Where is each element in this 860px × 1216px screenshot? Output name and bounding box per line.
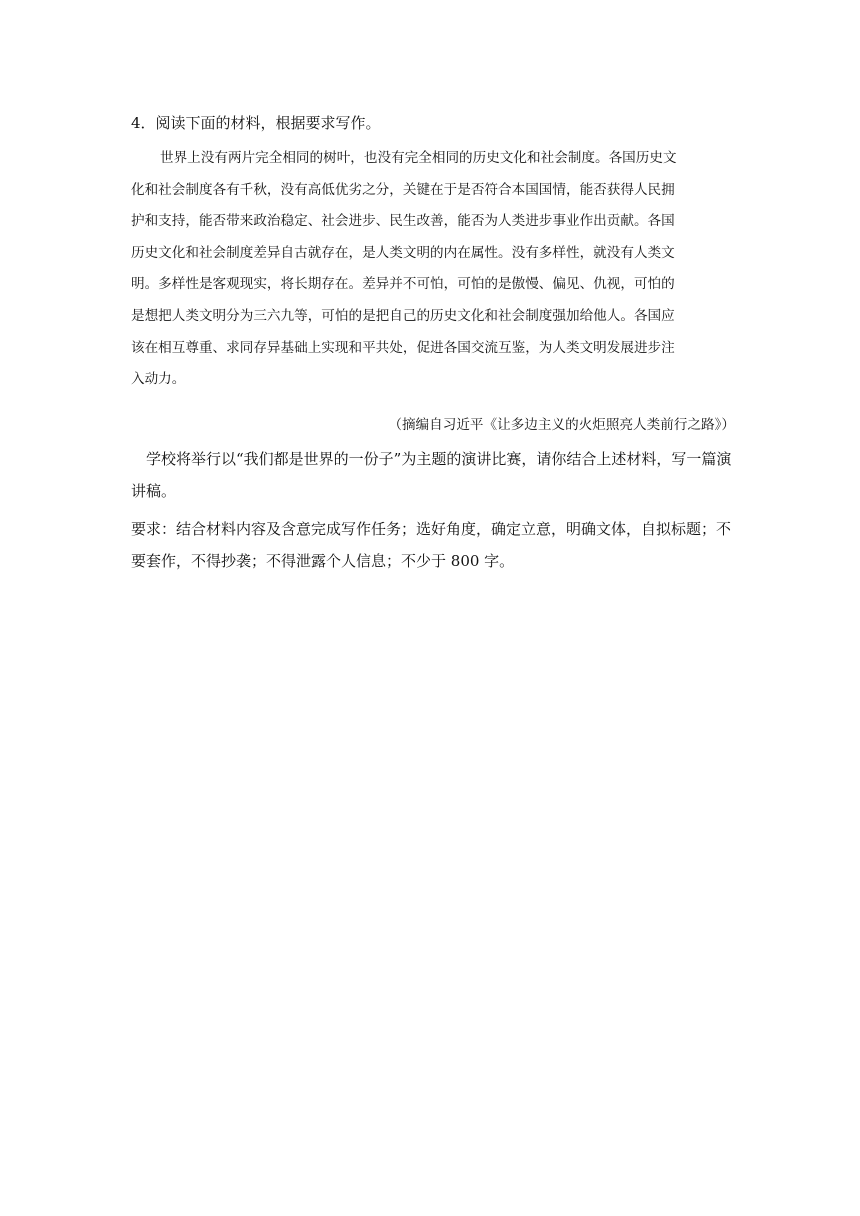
requirement-line: 要套作，不得抄袭；不得泄露个人信息；不少于 800 字。 [131, 552, 515, 570]
material-passage [131, 143, 735, 396]
question-heading: 4．阅读下面的材料，根据要求写作。 [131, 114, 381, 132]
material-source-citation: （摘编自习近平《让多边主义的火炬照亮人类前行之路》） [388, 417, 735, 433]
material-line: 护和支持，能否带来政治稳定、社会进步、民生改善，能否为人类进步事业作出贡献。各国 [131, 213, 675, 230]
material-line: 该在相互尊重、求同存异基础上实现和平共处，促进各国交流互鉴，为人类文明发展进步注 [131, 339, 675, 356]
requirement-line: 要求：结合材料内容及含意完成写作任务；选好角度，确定立意，明确文体，自拟标题；不 [131, 520, 732, 538]
material-line: 世界上没有两片完全相同的树叶，也没有完全相同的历史文化和社会制度。各国历史文 [160, 150, 677, 166]
material-line: 入动力。 [131, 371, 186, 388]
task-line: 学校将举行以“我们都是世界的一份子”为主题的演讲比赛，请你结合上述材料，写一篇演 [146, 450, 732, 468]
writing-requirements [131, 513, 735, 577]
task-line: 讲稿。 [131, 482, 177, 500]
material-line: 是想把人类文明分为三六九等，可怕的是把自己的历史文化和社会制度强加给他人。各国应 [131, 307, 675, 324]
material-line: 历史文化和社会制度差异自古就存在，是人类文明的内在属性。没有多样性，就没有人类文 [131, 244, 675, 261]
material-line: 化和社会制度各有千秋，没有高低优劣之分，关键在于是否符合本国国情，能否获得人民拥 [131, 181, 675, 198]
writing-task [131, 443, 735, 507]
material-line: 明。多样性是客观现实，将长期存在。差异并不可怕，可怕的是傲慢、偏见、仇视，可怕的 [131, 276, 675, 293]
